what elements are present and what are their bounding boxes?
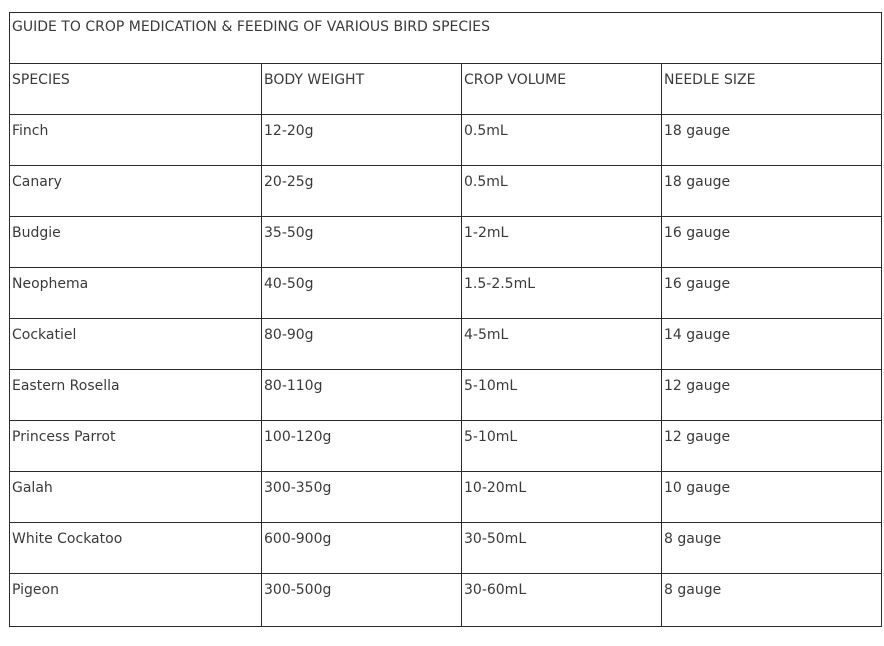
cell-needle-size: 12 gauge bbox=[662, 370, 882, 421]
cell-needle-size: 10 gauge bbox=[662, 472, 882, 523]
cell-species: Finch bbox=[10, 115, 262, 166]
table-row bbox=[10, 319, 882, 370]
cell-needle-size: 14 gauge bbox=[662, 319, 882, 370]
cell-crop-volume: 5-10mL bbox=[462, 421, 662, 472]
cell-needle-size: 8 gauge bbox=[662, 574, 882, 627]
cell-species: White Cockatoo bbox=[10, 523, 262, 574]
cell-species: Princess Parrot bbox=[10, 421, 262, 472]
cell-needle-size: 12 gauge bbox=[662, 421, 882, 472]
table-row bbox=[10, 370, 882, 421]
table-row bbox=[10, 268, 882, 319]
table-title: GUIDE TO CROP MEDICATION & FEEDING OF VARIOUS BIRD SPECIES bbox=[10, 13, 882, 64]
table-title-row bbox=[10, 13, 882, 64]
header-needle-size: NEEDLE SIZE bbox=[662, 64, 882, 115]
header-body-weight: BODY WEIGHT bbox=[262, 64, 462, 115]
cell-body-weight: 80-90g bbox=[262, 319, 462, 370]
cell-crop-volume: 30-60mL bbox=[462, 574, 662, 627]
cell-body-weight: 80-110g bbox=[262, 370, 462, 421]
cell-crop-volume: 0.5mL bbox=[462, 115, 662, 166]
header-crop-volume: CROP VOLUME bbox=[462, 64, 662, 115]
cell-needle-size: 18 gauge bbox=[662, 115, 882, 166]
cell-crop-volume: 1.5-2.5mL bbox=[462, 268, 662, 319]
cell-crop-volume: 0.5mL bbox=[462, 166, 662, 217]
cell-crop-volume: 5-10mL bbox=[462, 370, 662, 421]
cell-crop-volume: 10-20mL bbox=[462, 472, 662, 523]
header-species: SPECIES bbox=[10, 64, 262, 115]
cell-body-weight: 600-900g bbox=[262, 523, 462, 574]
table-row bbox=[10, 472, 882, 523]
cell-crop-volume: 30-50mL bbox=[462, 523, 662, 574]
bird-crop-guide-table bbox=[9, 12, 882, 627]
cell-body-weight: 100-120g bbox=[262, 421, 462, 472]
table-row bbox=[10, 574, 882, 627]
table-row bbox=[10, 166, 882, 217]
cell-body-weight: 35-50g bbox=[262, 217, 462, 268]
cell-needle-size: 18 gauge bbox=[662, 166, 882, 217]
cell-species: Cockatiel bbox=[10, 319, 262, 370]
table-header-row bbox=[10, 64, 882, 115]
table-row bbox=[10, 523, 882, 574]
table-row bbox=[10, 217, 882, 268]
cell-needle-size: 8 gauge bbox=[662, 523, 882, 574]
cell-body-weight: 300-500g bbox=[262, 574, 462, 627]
cell-needle-size: 16 gauge bbox=[662, 268, 882, 319]
cell-crop-volume: 1-2mL bbox=[462, 217, 662, 268]
cell-body-weight: 12-20g bbox=[262, 115, 462, 166]
table-row bbox=[10, 115, 882, 166]
cell-species: Neophema bbox=[10, 268, 262, 319]
cell-species: Eastern Rosella bbox=[10, 370, 262, 421]
cell-crop-volume: 4-5mL bbox=[462, 319, 662, 370]
cell-species: Pigeon bbox=[10, 574, 262, 627]
cell-body-weight: 40-50g bbox=[262, 268, 462, 319]
cell-species: Canary bbox=[10, 166, 262, 217]
cell-body-weight: 300-350g bbox=[262, 472, 462, 523]
cell-species: Budgie bbox=[10, 217, 262, 268]
cell-needle-size: 16 gauge bbox=[662, 217, 882, 268]
table-row bbox=[10, 421, 882, 472]
cell-body-weight: 20-25g bbox=[262, 166, 462, 217]
cell-species: Galah bbox=[10, 472, 262, 523]
